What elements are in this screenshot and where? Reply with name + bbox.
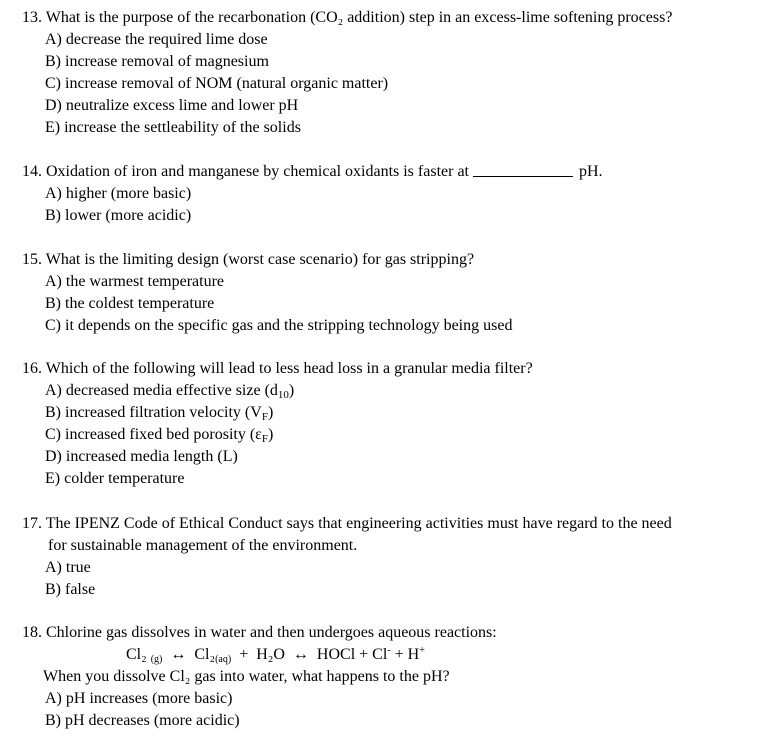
question-13-stem: 13. What is the purpose of the recarbonation (CO₂ addition) step in an excess-lime softening process? [22,9,673,26]
question-13-option-e: E) increase the settleability of the solids [45,119,301,136]
question-13-option-c: C) increase removal of NOM (natural organic matter) [45,75,389,92]
question-15-option-b: B) the coldest temperature [45,295,215,312]
equilibrium-arrow-icon: ↔ [170,646,187,663]
question-14 [22,161,757,227]
chlorine-equation: Cl₂ $_{(g)}$ ↔ $Cl_2_{(aq)} + H_2O$ ↔ HOCl + Cl- + H+ [126,645,425,665]
question-18-stem: 18. Chlorine gas dissolves in water and then undergoes aqueous reactions: [22,624,497,641]
question-17-option-b: B) false [45,581,96,598]
answer-blank [473,161,573,177]
question-18 [22,622,757,732]
question-16 [22,358,757,490]
question-18-prompt: When you dissolve Cl₂ gas into water, what happens to the pH? [43,668,450,685]
question-15-option-c: C) it depends on the specific gas and the stripping technology being used [45,317,513,334]
question-17-stem-line-2: for sustainable management of the environment. [48,537,358,554]
question-13-option-a: A) decrease the required lime dose [45,31,268,48]
question-16-stem: 16. Which of the following will lead to less head loss in a granular media filter? [22,360,533,377]
question-15-option-a: A) the warmest temperature [45,273,225,290]
question-17-option-a: A) true [45,559,91,576]
question-14-option-a: A) higher (more basic) [45,185,192,202]
question-18-option-b: B) pH decreases (more acidic) [45,712,240,729]
equilibrium-arrow-icon: ↔ [292,646,309,663]
question-16-option-c: C) increased fixed bed porosity $(\varepsilon_F)$ [45,426,274,445]
question-16-option-d: D) increased media length (L) [45,448,238,465]
question-16-option-e: E) colder temperature [45,470,185,487]
question-17-stem-line-1: 17. The IPENZ Code of Ethical Conduct says that engineering activities must have regard to the need [22,515,672,532]
question-14-stem [22,161,757,183]
question-14-stem-suffix: pH. [578,163,603,180]
question-17 [22,513,757,601]
question-13 [22,7,757,139]
question-13-option-d: D) neutralize excess lime and lower pH [45,97,299,114]
question-14-stem-text: 14. Oxidation of iron and manganese by chemical oxidants is faster at [22,163,469,180]
question-16-option-b: B) increased filtration velocity $(V_F)$ [45,404,274,423]
question-13-option-b: B) increase removal of magnesium [45,53,269,70]
question-14-option-b: B) lower (more acidic) [45,207,192,224]
question-18-option-a: A) pH increases (more basic) [45,690,233,707]
question-16-option-a: A) decreased media effective size $(d_{10})$ [45,382,295,401]
question-15-stem: 15. What is the limiting design (worst case scenario) for gas stripping? [22,251,475,268]
question-15 [22,249,757,337]
